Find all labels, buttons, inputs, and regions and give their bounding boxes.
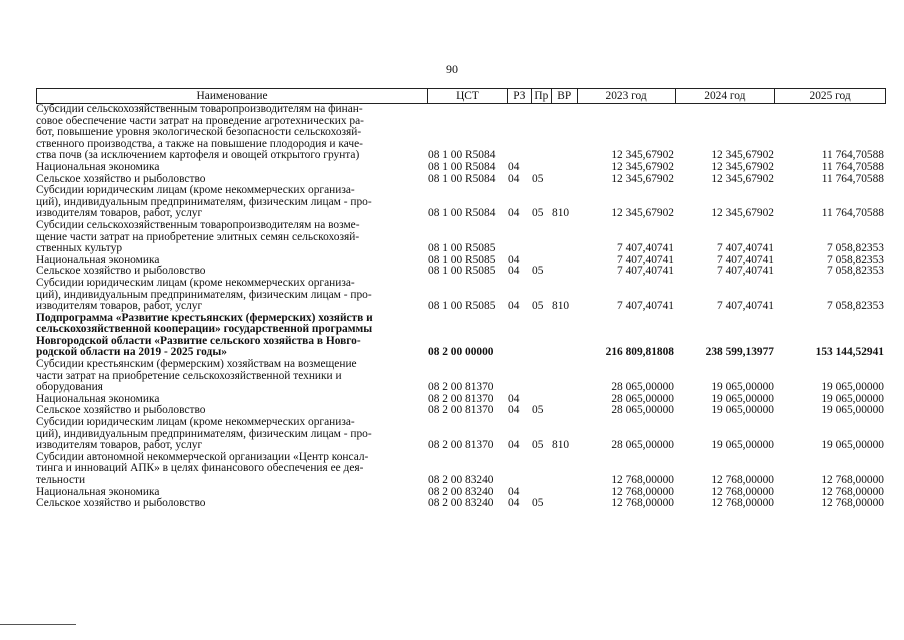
cell-cst: 08 1 00 R5085 (428, 253, 496, 266)
cell-y2024: 12 345,67902 (711, 149, 774, 162)
cell-pr: 05 (532, 265, 544, 278)
cell-cst: 08 1 00 R5085 (428, 242, 496, 255)
cell-vr: 810 (552, 300, 570, 313)
cell-y2023: 12 345,67902 (611, 207, 674, 220)
cell-y2025: 19 065,00000 (821, 439, 884, 452)
table-body (36, 104, 886, 510)
cell-y2023: 7 407,40741 (617, 300, 674, 313)
cell-y2023: 28 065,00000 (611, 392, 674, 405)
cell-rz: 04 (508, 497, 520, 510)
cell-y2025: 19 065,00000 (821, 392, 884, 405)
header-2023: 2023 год (578, 89, 676, 103)
page-number: 90 (446, 62, 458, 76)
header-rz: РЗ (508, 89, 532, 103)
cell-rz: 04 (508, 392, 520, 405)
cell-cst: 08 1 00 R5084 (428, 172, 496, 185)
cell-y2025: 7 058,82353 (827, 253, 884, 266)
cell-y2023: 216 809,81808 (605, 346, 674, 359)
header-pr: Пр (532, 89, 552, 103)
cell-name: Сельское хозяйство и рыболовство (36, 172, 206, 185)
cell-y2024: 7 407,40741 (717, 253, 774, 266)
cell-name: Национальная экономика (36, 253, 160, 266)
header-2024: 2024 год (676, 89, 776, 103)
cell-name: Субсидии юридическим лицам (кроме некоммерческих организа- ций), индивидуальным предпринимателям, физическим лицам - про- изводителям товаров, работ, услуг (36, 416, 372, 452)
cell-y2024: 238 599,13977 (705, 346, 774, 359)
cell-name: Субсидии сельскохозяйственным товаропроизводителям на финан- совое обеспечение части затрат на проведение агротехнических ра- бот, повышение уровня экологической безопасности сельскохозяй- ственного производства, а также на повышение плодородия и каче- ства почв (за исключением картофеля и овощей открытого грунта) (36, 103, 364, 162)
cell-cst: 08 1 00 R5084 (428, 160, 496, 173)
cell-name: Субсидии крестьянским (фермерским) хозяйствам на возмещение части затрат на приобретение сельскохозяйственной техники и оборудования (36, 358, 357, 394)
cell-y2023: 12 345,67902 (611, 172, 674, 185)
table-row (36, 498, 886, 510)
cell-y2024: 19 065,00000 (711, 404, 774, 417)
cell-name: Сельское хозяйство и рыболовство (36, 497, 206, 510)
cell-rz: 04 (508, 265, 520, 278)
cell-name: Национальная экономика (36, 392, 160, 405)
table-row (36, 278, 886, 313)
cell-y2024: 12 345,67902 (711, 207, 774, 220)
cell-y2023: 7 407,40741 (617, 242, 674, 255)
cell-y2023: 7 407,40741 (617, 253, 674, 266)
cell-name: Подпрограмма «Развитие крестьянских (фермерских) хозяйств и сельскохозяйственной кооперации» государственной программы Новгородской области «Развитие сельского хозяйства в Новго- родской области на 2019 - 2025 годы» (36, 311, 373, 359)
cell-y2025: 11 764,70588 (821, 207, 884, 220)
cell-y2025: 12 768,00000 (821, 474, 884, 486)
cell-pr: 05 (532, 207, 544, 220)
cell-vr: 810 (552, 207, 570, 220)
cell-cst: 08 1 00 R5084 (428, 207, 496, 220)
budget-table (36, 88, 886, 510)
cell-y2024: 19 065,00000 (711, 381, 774, 394)
cell-y2024: 12 768,00000 (711, 497, 774, 510)
cell-rz: 04 (508, 439, 520, 452)
header-cst: ЦСТ (428, 89, 508, 103)
header-name: Наименование (37, 89, 428, 103)
table-row (36, 220, 886, 255)
cell-y2023: 12 768,00000 (611, 497, 674, 510)
cell-rz: 04 (508, 300, 520, 313)
cell-rz: 04 (508, 207, 520, 220)
cell-y2023: 7 407,40741 (617, 265, 674, 278)
cell-name: Субсидии автономной некоммерческой организации «Центр консал- тинга и инноваций АПК» в целях финансового обеспечения ее дея- тельности (36, 450, 369, 486)
cell-cst: 08 2 00 81370 (428, 392, 494, 405)
table-row (36, 104, 886, 162)
cell-y2025: 11 764,70588 (821, 160, 884, 173)
cell-rz: 04 (508, 404, 520, 417)
table-row (36, 313, 886, 359)
cell-name: Национальная экономика (36, 160, 160, 173)
cell-y2025: 19 065,00000 (821, 404, 884, 417)
cell-y2025: 7 058,82353 (827, 242, 884, 255)
cell-pr: 05 (532, 439, 544, 452)
cell-y2025: 153 144,52941 (815, 346, 884, 359)
table-header (36, 88, 886, 104)
cell-cst: 08 2 00 81370 (428, 404, 494, 417)
cell-vr: 810 (552, 439, 570, 452)
cell-y2025: 12 768,00000 (821, 485, 884, 498)
cell-y2024: 7 407,40741 (717, 242, 774, 255)
cell-y2025: 11 764,70588 (821, 172, 884, 185)
cell-y2023: 12 768,00000 (611, 474, 674, 486)
cell-cst: 08 2 00 83240 (428, 497, 494, 510)
cell-y2024: 12 345,67902 (711, 160, 774, 173)
cell-cst: 08 1 00 R5084 (428, 149, 496, 162)
footnote-divider (0, 624, 76, 625)
cell-y2023: 28 065,00000 (611, 381, 674, 394)
cell-y2025: 7 058,82353 (827, 265, 884, 278)
cell-y2024: 19 065,00000 (711, 392, 774, 405)
cell-y2024: 7 407,40741 (717, 265, 774, 278)
cell-y2023: 28 065,00000 (611, 439, 674, 452)
header-2025: 2025 год (809, 90, 851, 102)
cell-y2024: 12 768,00000 (711, 474, 774, 486)
cell-pr: 05 (532, 404, 544, 417)
cell-y2023: 12 345,67902 (611, 149, 674, 162)
cell-y2025: 19 065,00000 (821, 381, 884, 394)
cell-rz: 04 (508, 485, 520, 498)
cell-y2025: 12 768,00000 (821, 497, 884, 510)
cell-pr: 05 (532, 497, 544, 510)
cell-cst: 08 2 00 83240 (428, 474, 494, 486)
cell-name: Субсидии юридическим лицам (кроме некоммерческих организа- ций), индивидуальным предпринимателям, физическим лицам - про- изводителям товаров, работ, услуг (36, 184, 372, 220)
cell-name: Сельское хозяйство и рыболовство (36, 404, 206, 417)
cell-name: Субсидии юридическим лицам (кроме некоммерческих организа- ций), индивидуальным предпринимателям, физическим лицам - про- изводителям товаров, работ, услуг (36, 276, 372, 313)
cell-y2024: 19 065,00000 (711, 439, 774, 452)
cell-name: Национальная экономика (36, 485, 160, 498)
cell-y2023: 12 768,00000 (611, 485, 674, 498)
table-row (36, 162, 886, 174)
cell-cst: 08 1 00 R5085 (428, 265, 496, 278)
cell-y2025: 11 764,70588 (821, 149, 884, 162)
cell-y2024: 12 345,67902 (711, 172, 774, 185)
table-row (36, 359, 886, 394)
cell-rz: 04 (508, 253, 520, 266)
cell-pr: 05 (532, 172, 544, 185)
cell-name: Сельское хозяйство и рыболовство (36, 265, 206, 278)
cell-cst: 08 2 00 83240 (428, 485, 494, 498)
cell-rz: 04 (508, 172, 520, 185)
cell-y2023: 12 345,67902 (611, 160, 674, 173)
table-row (36, 417, 886, 452)
cell-y2024: 12 768,00000 (711, 485, 774, 498)
cell-cst: 08 2 00 00000 (428, 346, 494, 359)
table-row (36, 185, 886, 220)
cell-cst: 08 2 00 81370 (428, 439, 494, 452)
header-vr: ВР (552, 89, 578, 103)
cell-y2024: 7 407,40741 (717, 300, 774, 313)
cell-y2025: 7 058,82353 (827, 300, 884, 313)
table-row (36, 452, 886, 487)
cell-y2023: 28 065,00000 (611, 404, 674, 417)
cell-cst: 08 1 00 R5085 (428, 300, 496, 313)
cell-cst: 08 2 00 81370 (428, 381, 494, 394)
cell-rz: 04 (508, 160, 520, 173)
cell-pr: 05 (532, 300, 544, 313)
cell-name: Субсидии сельскохозяйственным товаропроизводителям на возме- щение части затрат на приобретение элитных семян сельскохозяй- ственных культур (36, 218, 360, 255)
